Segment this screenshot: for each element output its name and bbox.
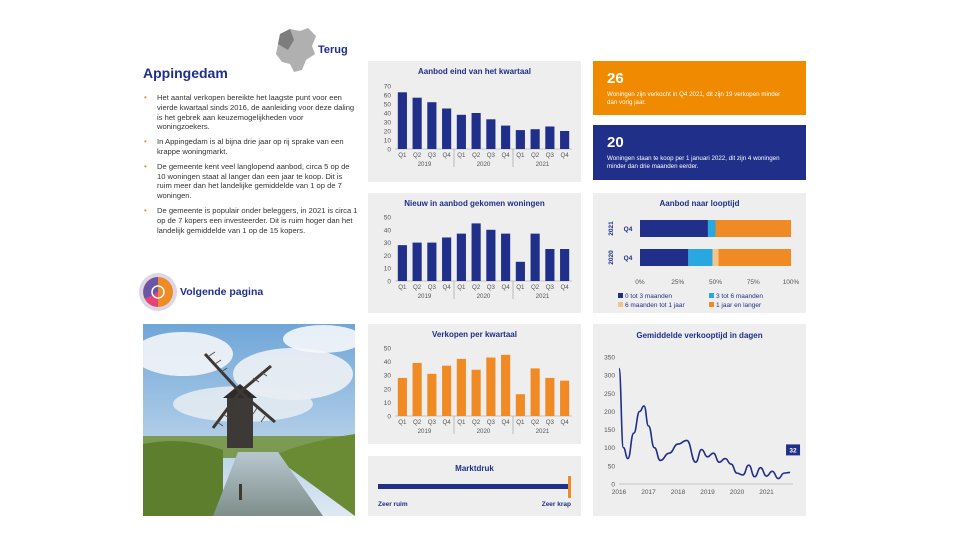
- nieuw-chart-panel: [368, 193, 581, 313]
- bar: [560, 131, 569, 149]
- bar: [516, 394, 525, 416]
- x-tick-label: 2016: [611, 489, 627, 496]
- x-tick-label: Q2: [530, 152, 540, 159]
- y-tick-label: 40: [383, 110, 391, 118]
- y-tick-label: 0: [387, 146, 391, 154]
- x-tick-label: Q1: [516, 284, 525, 291]
- marktdruk-title: Marktdruk: [455, 464, 494, 473]
- bar: [501, 355, 510, 416]
- x-tick-label: 2019: [700, 489, 715, 496]
- y-tick-label: 10: [383, 265, 391, 273]
- kpi-sold-box: [593, 61, 806, 115]
- bar: [457, 234, 466, 281]
- stacked-bar-segment: [712, 249, 718, 266]
- looptijd-chart-title: Aanbod naar looptijd: [659, 199, 740, 208]
- data-line: [619, 369, 790, 479]
- bar: [531, 234, 540, 281]
- x-tick-label: Q3: [545, 419, 555, 426]
- kpi-sold-text: Woningen zijn verkocht in Q4 2021, dit zijn 19 verkopen minder dan vorig jaar.: [607, 91, 781, 106]
- group-label: 2021: [535, 293, 550, 300]
- bar: [545, 378, 554, 416]
- x-tick-label: Q4: [560, 152, 569, 159]
- x-tick-label: Q1: [516, 419, 525, 426]
- bar: [545, 249, 554, 281]
- x-tick-label: 0%: [635, 279, 645, 286]
- marktdruk-panel: [368, 456, 581, 516]
- verkopen-chart-panel: [368, 324, 581, 444]
- municipality-map-icon: [272, 26, 318, 74]
- x-tick-label: Q1: [398, 152, 407, 159]
- marktdruk-left-label: Zeer ruim: [378, 501, 408, 508]
- group-label: 2019: [417, 161, 432, 168]
- bar: [560, 381, 569, 416]
- stacked-bar-segment: [640, 220, 708, 237]
- stacked-bar-segment: [719, 249, 791, 266]
- y-tick-label: 30: [383, 372, 391, 380]
- bar: [472, 113, 481, 149]
- pie-chart-icon: [138, 272, 178, 312]
- x-tick-label: Q3: [545, 284, 555, 291]
- x-tick-label: Q4: [442, 284, 451, 291]
- bar: [442, 109, 451, 150]
- x-tick-label: Q3: [427, 419, 437, 426]
- x-tick-label: Q3: [427, 152, 437, 159]
- x-tick-label: Q2: [530, 419, 540, 426]
- group-label: 2020: [476, 161, 491, 168]
- x-tick-label: Q1: [516, 152, 525, 159]
- group-label: 2020: [476, 428, 491, 435]
- back-label: Terug: [318, 44, 348, 56]
- group-label: 2021: [535, 428, 550, 435]
- bullet-dot-icon: •: [144, 93, 147, 102]
- y-tick-label: 30: [383, 119, 391, 127]
- kpi-sold-number: 26: [607, 70, 624, 87]
- bar: [501, 126, 510, 149]
- x-tick-label: Q1: [457, 419, 466, 426]
- bar: [531, 368, 540, 416]
- x-tick-label: 2020: [729, 489, 745, 496]
- marktdruk-right-label: Zeer krap: [541, 501, 571, 508]
- legend-label: 0 tot 3 maanden: [625, 293, 672, 300]
- y-tick-label: 70: [383, 83, 391, 91]
- bullet-item: • De gemeente kent veel langlopend aanbod, circa 5 op de 10 woningen staat al langer dan een jaar te koop. Dit is ruim meer dan het landelijke gemiddelde van 1 op de 7 woningen.: [144, 161, 350, 201]
- nieuw-chart-title: Nieuw in aanbod gekomen woningen: [404, 199, 545, 208]
- bar: [442, 237, 451, 281]
- bar: [501, 234, 510, 281]
- x-tick-label: Q3: [545, 152, 555, 159]
- legend-swatch: [709, 302, 714, 307]
- y-tick-label: 40: [383, 227, 391, 235]
- page-title: Appingedam: [143, 65, 228, 81]
- x-tick-label: 50%: [708, 279, 723, 286]
- bar: [472, 223, 481, 281]
- bar: [486, 358, 495, 416]
- verkooptijd-chart-panel: [593, 324, 806, 516]
- bullet-dot-icon: •: [144, 205, 147, 215]
- y-tick-label: 30: [383, 240, 391, 248]
- legend-label: 6 maanden tot 1 jaar: [625, 302, 685, 309]
- bullet-item: • In Appingedam is al bijna drie jaar op rij sprake van een krappe woningmarkt.: [144, 137, 344, 156]
- bullet-dot-icon: •: [144, 137, 147, 147]
- bar: [413, 243, 422, 281]
- x-tick-label: Q3: [427, 284, 437, 291]
- legend-swatch: [618, 302, 623, 307]
- x-tick-label: 2021: [759, 489, 774, 496]
- y-tick-label: 350: [604, 354, 615, 362]
- y-tick-label: 40: [383, 359, 391, 367]
- x-tick-label: Q2: [412, 419, 422, 426]
- x-tick-label: 25%: [671, 279, 685, 286]
- y-tick-label: 100: [604, 445, 615, 453]
- x-tick-label: Q2: [412, 284, 422, 291]
- y-tick-label: 60: [383, 92, 391, 100]
- bar: [413, 363, 422, 416]
- verkopen-chart: [368, 324, 581, 444]
- bar: [486, 119, 495, 149]
- bar: [398, 378, 407, 416]
- marktdruk-bar: [378, 484, 571, 489]
- y-tick-label: 50: [383, 214, 391, 222]
- stacked-bar-segment: [640, 249, 688, 266]
- nieuw-chart: [368, 193, 581, 313]
- bar: [442, 366, 451, 416]
- y-tick-label: 50: [383, 345, 391, 353]
- y-tick-label: 10: [383, 399, 391, 407]
- x-tick-label: Q2: [471, 152, 481, 159]
- bar: [516, 262, 525, 281]
- row-quarter-label: Q4: [623, 226, 633, 233]
- stacked-bar-segment: [708, 220, 716, 237]
- x-tick-label: Q4: [501, 152, 510, 159]
- bar: [486, 230, 495, 281]
- x-tick-label: Q1: [457, 152, 466, 159]
- x-tick-label: Q3: [486, 419, 496, 426]
- windmill-photo: [143, 324, 355, 516]
- verkooptijd-chart: [593, 324, 806, 516]
- y-tick-label: 200: [604, 408, 615, 416]
- legend-swatch: [618, 293, 623, 298]
- bar: [413, 98, 422, 149]
- stacked-bar-segment: [688, 249, 712, 266]
- x-tick-label: Q4: [501, 284, 510, 291]
- marktdruk-marker: [568, 476, 571, 498]
- bullet-item: • Het aantal verkopen bereikte het laagste punt voor een vierde kwartaal sinds 2016, de aanleiding voor deze daling is het gebrek aan keuzemogelijkheden voor woningzoekers.: [144, 93, 355, 132]
- y-tick-label: 20: [383, 128, 391, 136]
- y-tick-label: 20: [383, 386, 391, 394]
- x-tick-label: Q1: [398, 284, 407, 291]
- x-tick-label: Q2: [530, 284, 540, 291]
- legend-label: 1 jaar en langer: [716, 302, 762, 309]
- next-page-label: Volgende pagina: [180, 286, 264, 298]
- bar: [427, 243, 436, 281]
- y-tick-label: 150: [604, 427, 615, 435]
- x-tick-label: Q4: [442, 152, 451, 159]
- bar: [531, 129, 540, 149]
- y-tick-label: 50: [383, 101, 391, 109]
- x-tick-label: Q2: [471, 419, 481, 426]
- bar: [560, 249, 569, 281]
- looptijd-chart-panel: [593, 193, 806, 313]
- legend-label: 3 tot 6 maanden: [716, 293, 763, 300]
- group-label: 2021: [535, 161, 550, 168]
- aanbod-chart-panel: [368, 61, 581, 182]
- bar: [472, 370, 481, 416]
- y-tick-label: 10: [383, 137, 391, 145]
- x-tick-label: 100%: [782, 279, 800, 286]
- verkooptijd-chart-title: Gemiddelde verkooptijd in dagen: [636, 331, 763, 340]
- next-page-button[interactable]: [138, 272, 278, 312]
- bullet-dot-icon: •: [144, 161, 147, 171]
- bar: [398, 245, 407, 281]
- group-label: 2019: [417, 293, 432, 300]
- group-label: 2019: [417, 428, 432, 435]
- kpi-forsale-box: [593, 125, 806, 180]
- x-tick-label: Q2: [471, 284, 481, 291]
- bar: [457, 359, 466, 416]
- y-tick-label: 250: [604, 390, 615, 398]
- x-tick-label: Q4: [501, 419, 510, 426]
- bar: [516, 130, 525, 149]
- legend-swatch: [709, 293, 714, 298]
- y-tick-label: 300: [604, 372, 615, 380]
- bar: [427, 374, 436, 416]
- looptijd-chart: [593, 193, 806, 313]
- x-tick-label: Q4: [560, 419, 569, 426]
- x-tick-label: 2017: [641, 489, 656, 496]
- stacked-bar-segment: [716, 220, 792, 237]
- x-tick-label: Q1: [398, 419, 407, 426]
- x-tick-label: Q2: [412, 152, 422, 159]
- y-tick-label: 20: [383, 252, 391, 260]
- last-value-label: 32: [789, 447, 797, 455]
- y-tick-label: 0: [387, 278, 391, 286]
- x-tick-label: Q3: [486, 284, 496, 291]
- y-tick-label: 50: [607, 463, 615, 471]
- x-tick-label: Q3: [486, 152, 496, 159]
- x-tick-label: Q4: [442, 419, 451, 426]
- bar: [457, 115, 466, 149]
- kpi-forsale-text: Woningen staan te koop per 1 januari 2022, dit zijn 4 woningen minder dan drie maanden eerder.: [607, 155, 780, 170]
- row-year-label: 2020: [608, 250, 615, 265]
- aanbod-chart: [368, 61, 581, 182]
- bar: [427, 102, 436, 149]
- y-tick-label: 0: [387, 413, 391, 421]
- bullet-item: • De gemeente is populair onder beleggers, in 2021 is circa 1 op de 7 kopers een investeerder. Dit is ruim hoger dan het landelijk gemiddelde van 1 op de 15 kopers.: [144, 205, 358, 235]
- bullet-list: [143, 93, 358, 240]
- row-quarter-label: Q4: [623, 255, 633, 262]
- row-year-label: 2021: [608, 221, 615, 236]
- bar: [545, 127, 554, 150]
- aanbod-chart-title: Aanbod eind van het kwartaal: [418, 67, 531, 76]
- bar: [398, 92, 407, 149]
- y-tick-label: 0: [611, 481, 615, 489]
- group-label: 2020: [476, 293, 491, 300]
- kpi-forsale-number: 20: [607, 134, 624, 151]
- x-tick-label: 2018: [670, 489, 686, 496]
- x-tick-label: 75%: [746, 279, 760, 286]
- verkopen-chart-title: Verkopen per kwartaal: [432, 330, 517, 339]
- x-tick-label: Q4: [560, 284, 569, 291]
- x-tick-label: Q1: [457, 284, 466, 291]
- back-button[interactable]: [270, 26, 360, 76]
